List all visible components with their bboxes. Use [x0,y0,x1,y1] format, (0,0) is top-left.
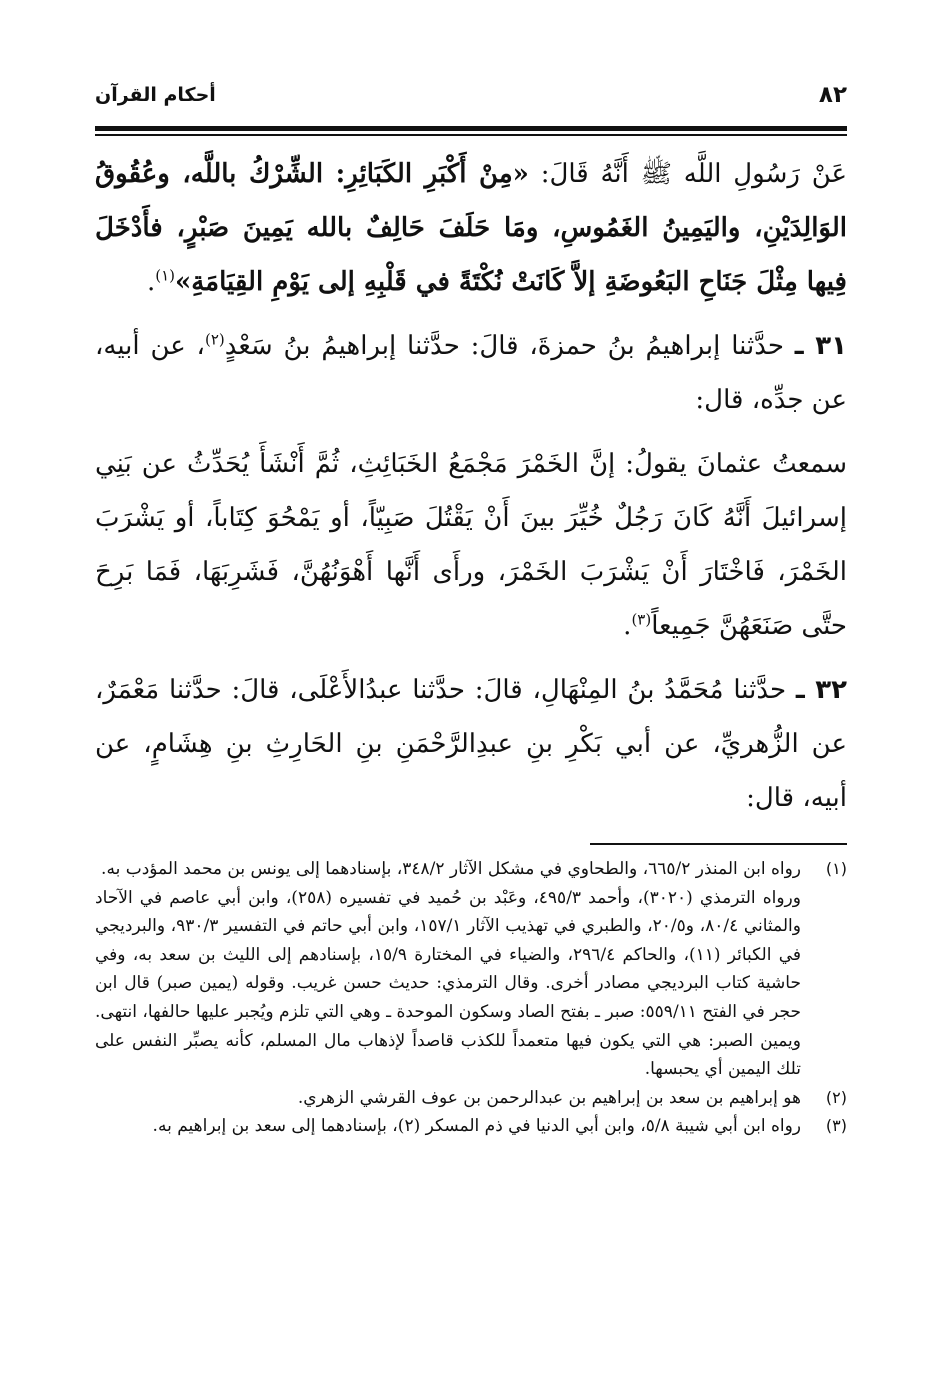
main-text [95,147,847,825]
page-number: ٨٢ [818,82,847,108]
hadith-31-isnad [95,319,847,427]
footnote-ref-1[interactable]: (١) [155,266,175,285]
hadith-32-isnad [95,663,847,825]
hadith-intro: عَنْ رَسُولِ اللَّه ﷺ أَنَّهُ قَالَ: [528,159,847,189]
hadith-text-paragraph [95,147,847,309]
footnote-ref-2[interactable]: (٢) [204,330,225,349]
footnote-paragraph: ورواه الترمذي (٣٠٢٠)، وأحمد ٤٩٥/٣، وعَبْد بن حُميد في تفسيره (٢٥٨)، وابن أبي عاصم في الآحاد والمثاني ٨٠/٤، و٢٠/٥، والطبري في تهذيب الآثار ١٥٧/١، وابن أبي حاتم في التفسير ٩٣٠/٣، والبرديجي في الكبائر (١١)، والحاكم ٢٩٦/٤، والضياء في المختارة ١٥/٩، بإسنادهم إلى الليث بن سعد به، وفي حاشية كتاب البرديجي مصادر أخرى. وقال الترمذي: حديث حسن غريب. وقوله (يمين صبر) قال ابن حجر في الفتح ٥٥٩/١١: صبر ـ بفتح الصاد وسكون الموحدة ـ وهي التي تلزم ويُجبر عليها حالفها، انتهى. ويمين الصبر: هي التي يكون فيها متعمداً للكذب قاصداً لإذهاب مال المسلم، كأنه يصبِّر النفس على تلك اليمين أي يحبسها. [95,887,801,1080]
footnote-body [95,855,801,1084]
footnote-marker: (١) [825,859,847,878]
paragraph-end: . [623,611,632,641]
footnote-separator [590,843,847,845]
footnote-marker: (٢) [825,1087,847,1107]
footnote-1 [95,855,847,1084]
footnotes [95,855,847,1141]
footnote-paragraph: رواه ابن أبي شيبة ٥/٨، وابن أبي الدنيا في ذم المسكر (٢)، بإسنادهما إلى سعد بن إبراهيم به. [152,1116,801,1137]
footnote-marker: (٣) [825,1116,847,1136]
page-header [95,82,847,114]
matn-text: سمعتُ عثمانَ يقولُ: إنَّ الخَمْرَ مَجْمَعُ الخَبَائِثِ، ثُمَّ أَنْشَأَ يُحَدِّثُ عن بَنِي إسرائيلَ أَنَّهُ كَانَ رَجُلٌ خُيِّرَ بينَ أَنْ يَقْتُلَ صَبِيّاً، أو يَمْحُوَ كِتَاباً، أو يَشْرَبَ الخَمْرَ، فَاخْتَارَ أَنْ يَشْرَبَ الخَمْرَ، ورأَى أَنَّها أَهْوَنُهُنَّ، فَشَرِبَهَا، فَمَا بَرِحَ حتَّى صَنَعَهُنَّ جَمِيعاً [95,449,847,641]
footnote-2 [95,1084,847,1113]
paragraph-end: . [146,267,156,297]
hadith-31-matn [95,437,847,653]
footnote-paragraph: هو إبراهيم بن سعد بن إبراهيم بن عبدالرحمن بن عوف القرشي الزهري. [297,1087,801,1108]
footnote-3 [95,1112,847,1141]
hadith-number-32: ٣٢ ـ [795,675,847,705]
header-rule-thin [95,134,847,136]
footnote-paragraph: رواه ابن المنذر ٦٦٥/٢، والطحاوي في مشكل الآثار ٣٤٨/٢، بإسنادهما إلى يونس بن محمد المؤدب به. [101,859,801,879]
hadith-number-31: ٣١ ـ [794,331,847,361]
header-rule-thick [95,126,847,131]
footnote-ref-3[interactable]: (٣) [631,610,652,629]
footnote-body [95,1084,801,1113]
isnad-text: حدَّثنا إبراهيمُ بنُ حمزةَ، قالَ: حدَّثنا إبراهيمُ بنُ سَعْدٍ [224,331,795,361]
hadith-matn: «مِنْ أَكْبَرِ الكَبَائِرِ: الشِّرْكُ باللَّه، وعُقُوقُ الوَالِدَيْنِ، واليَمِينُ الغَمُوسِ، ومَا حَلَفَ حَالِفٌ بالله يَمِينَ صَبْرٍ، فأَدْخَلَ فِيها مِثْلَ جَنَاحِ البَعُوضَةِ إلاَّ كَانَتْ نُكْتَةً في قَلْبِهِ إلى يَوْمِ القِيَامَةِ» [95,159,847,297]
footnote-body [95,1112,801,1141]
isnad-text: حدَّثنا مُحَمَّدُ بنُ المِنْهَالِ، قالَ: حدَّثنا عبدُالأَعْلَى، قالَ: حدَّثنا مَعْمَرٌ، عن الزُّهريِّ، عن أبي بَكْرِ بنِ عبدِالرَّحْمَنِ بنِ الحَارِثِ بنِ هِشَامٍ، عن أبيه، قال: [95,675,847,813]
running-title: أحكام القرآن [95,84,216,106]
isnad-text-continued: ، عن أبيه، عن جدِّه، قال: [95,331,847,415]
